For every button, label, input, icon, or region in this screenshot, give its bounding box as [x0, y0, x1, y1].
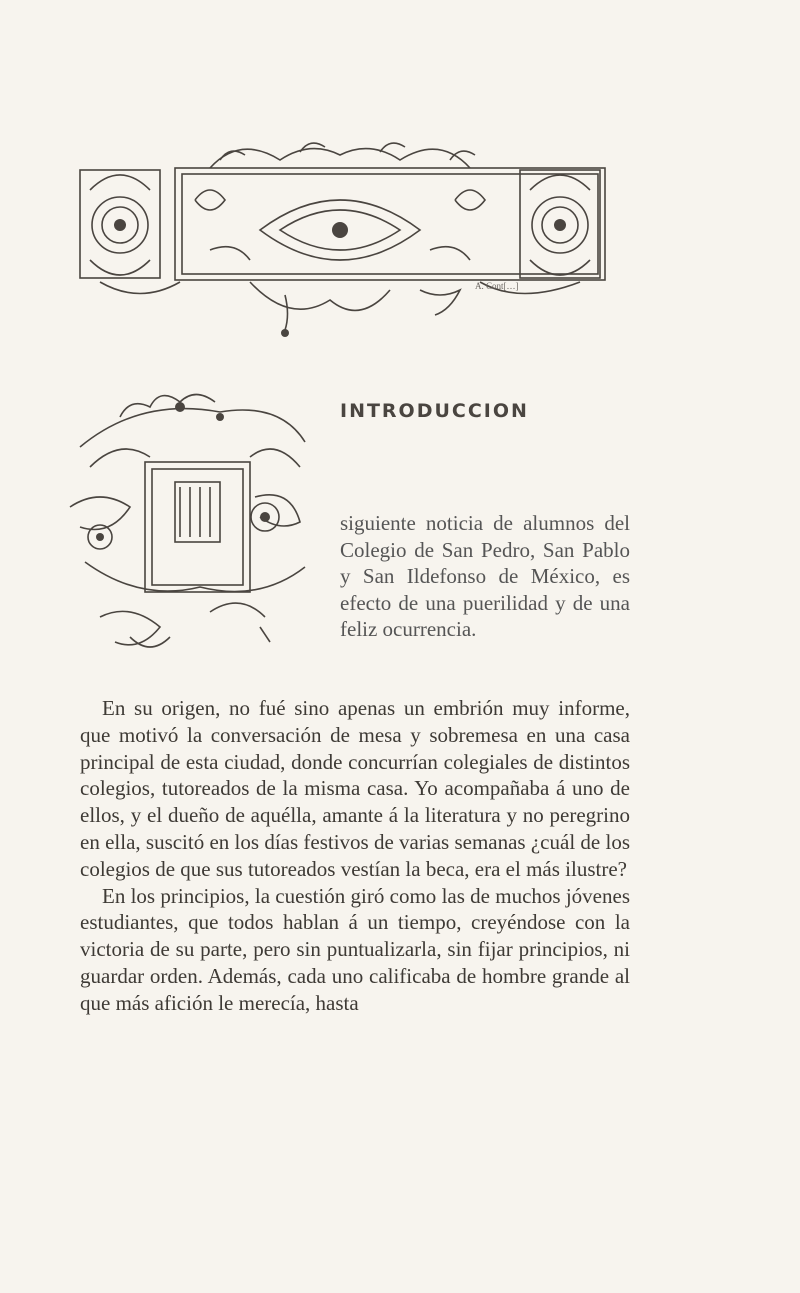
chapter-title: INTRODUCCION [340, 400, 529, 422]
body-text [80, 695, 630, 1017]
intro-paragraph [340, 510, 630, 643]
paragraph-2: En los principios, la cuestión giró como las de muchos jóvenes estudiantes, que todos hablan á un tiempo, creyéndose con la victoria de su parte, pero sin puntualizarla, sin fijar principios, ni guardar orden. Además, cada uno calificaba de hombre grande al que más afición le merecía, hasta [80, 883, 630, 1015]
ornament-inscription: A. Cont[…] [475, 281, 519, 291]
paragraph-1: En su origen, no fué sino apenas un embrión muy informe, que motivó la conversación de mesa y sobremesa en una casa principal de esta ciudad, donde concurrían colegiales de distintos colegios, tutoreados de la misma casa. Yo acompañaba á uno de ellos, y el dueño de aquélla, amante á la literatura y no peregrino en ella, suscitó en los días festivos de varias semanas ¿cuál de los colegios de que sus tutoreados vestían la beca, era el más ilustre? [80, 696, 630, 881]
intro-text: siguiente noticia de alumnos del Colegio de San Pedro, San Pablo y San Ildefonso de México, es efecto de una puerilidad y de una feliz ocurrencia. [340, 511, 630, 642]
ornamental-headpiece-icon [60, 130, 620, 345]
ornamental-initial-icon [60, 387, 315, 677]
